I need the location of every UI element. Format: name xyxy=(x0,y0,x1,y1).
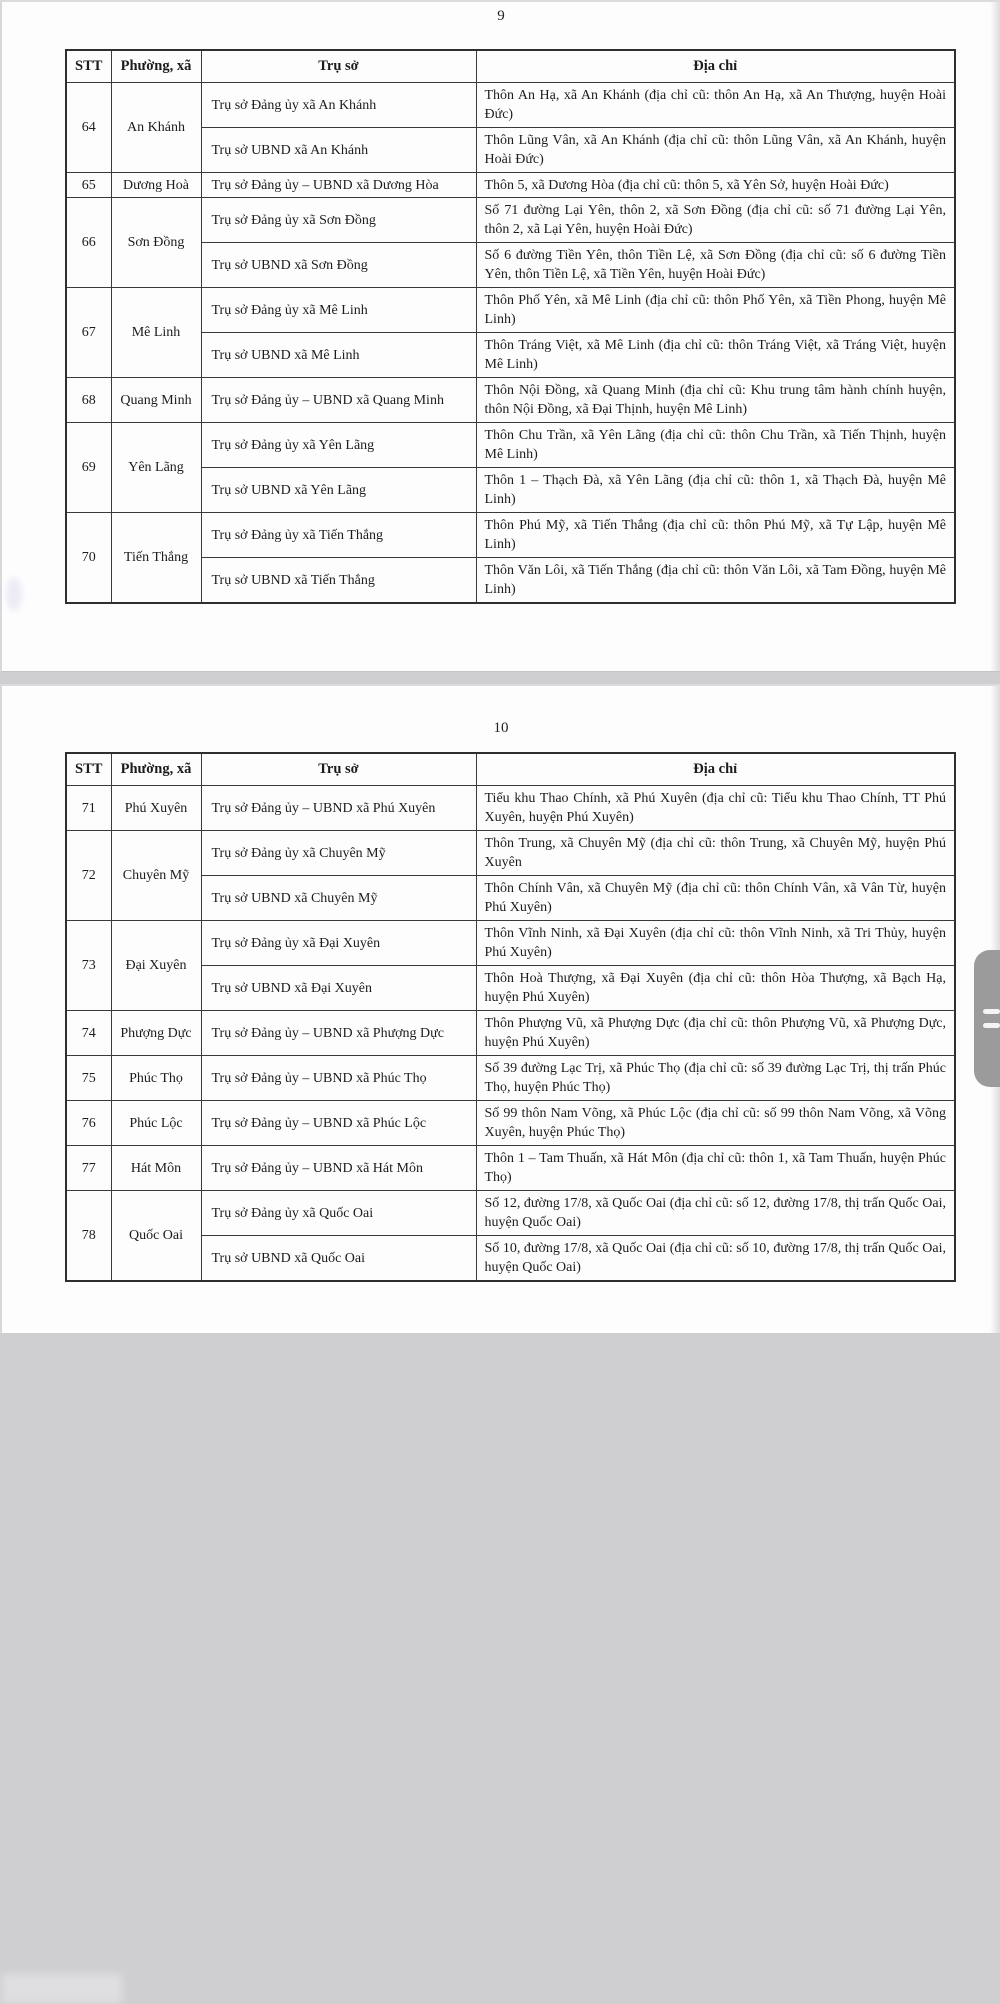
office-cell: Trụ sở Đảng ủy – UBND xã Dương Hòa xyxy=(201,173,476,198)
office-cell: Trụ sở Đảng ủy xã Đại Xuyên xyxy=(201,921,476,966)
header-office: Trụ sở xyxy=(201,753,476,786)
table-row xyxy=(66,921,955,966)
stt-cell: 67 xyxy=(66,288,111,378)
office-cell: Trụ sở Đảng ủy xã Yên Lãng xyxy=(201,423,476,468)
table-row xyxy=(66,83,955,128)
office-cell: Trụ sở Đảng ủy – UBND xã Phú Xuyên xyxy=(201,786,476,831)
office-cell: Trụ sở Đảng ủy – UBND xã Phúc Thọ xyxy=(201,1056,476,1101)
table-row xyxy=(66,198,955,243)
stt-cell: 72 xyxy=(66,831,111,921)
address-cell: Số 99 thôn Nam Võng, xã Phúc Lộc (địa chỉ cũ: số 99 thôn Nam Võng, xã Võng Xuyên, huyện Phúc Thọ) xyxy=(476,1101,955,1146)
document-page-9 xyxy=(0,0,1000,672)
stt-cell: 65 xyxy=(66,173,111,198)
header-ward: Phường, xã xyxy=(111,50,201,83)
document-page-10 xyxy=(0,684,1000,1333)
office-cell: Trụ sở Đảng ủy – UBND xã Quang Minh xyxy=(201,378,476,423)
ward-cell: Quang Minh xyxy=(111,378,201,423)
office-cell: Trụ sở UBND xã Chuyên Mỹ xyxy=(201,876,476,921)
office-cell: Trụ sở Đảng ủy xã Chuyên Mỹ xyxy=(201,831,476,876)
ward-cell: Mê Linh xyxy=(111,288,201,378)
ward-cell: Sơn Đồng xyxy=(111,198,201,288)
office-cell: Trụ sở Đảng ủy xã Tiến Thắng xyxy=(201,513,476,558)
ward-cell: Đại Xuyên xyxy=(111,921,201,1011)
ward-cell: Dương Hoà xyxy=(111,173,201,198)
office-cell: Trụ sở Đảng ủy xã Sơn Đồng xyxy=(201,198,476,243)
address-cell: Số 12, đường 17/8, xã Quốc Oai (địa chỉ cũ: số 12, đường 17/8, thị trấn Quốc Oai, huyện Quốc Oai) xyxy=(476,1191,955,1236)
table-row xyxy=(66,831,955,876)
page-number: 9 xyxy=(497,8,505,24)
header-ward: Phường, xã xyxy=(111,753,201,786)
office-cell: Trụ sở UBND xã Tiến Thắng xyxy=(201,558,476,604)
table-row xyxy=(66,786,955,831)
stt-cell: 75 xyxy=(66,1056,111,1101)
grip-lines-icon xyxy=(983,1023,1000,1028)
table-row xyxy=(66,173,955,198)
stt-cell: 71 xyxy=(66,786,111,831)
ward-cell: Hát Môn xyxy=(111,1146,201,1191)
address-cell: Thôn 1 – Thạch Đà, xã Yên Lãng (địa chỉ cũ: thôn 1, xã Thạch Đà, huyện Mê Linh) xyxy=(476,468,955,513)
office-cell: Trụ sở Đảng ủy – UBND xã Phượng Dực xyxy=(201,1011,476,1056)
address-cell: Thôn Chính Vân, xã Chuyên Mỹ (địa chỉ cũ: thôn Chính Vân, xã Vân Từ, huyện Phú Xuyên) xyxy=(476,876,955,921)
address-cell: Thôn Tráng Việt, xã Mê Linh (địa chỉ cũ: thôn Tráng Việt, xã Tráng Việt, huyện Mê Linh) xyxy=(476,333,955,378)
ward-cell: An Khánh xyxy=(111,83,201,173)
photo-artifact xyxy=(2,1974,122,2004)
table-row xyxy=(66,1011,955,1056)
ward-cell: Phượng Dực xyxy=(111,1011,201,1056)
page-edge-shadow xyxy=(990,2,1000,671)
stt-cell: 70 xyxy=(66,513,111,604)
table-header-row xyxy=(66,753,955,786)
address-cell: Thôn Hoà Thượng, xã Đại Xuyên (địa chỉ cũ: thôn Hòa Thượng, xã Bạch Hạ, huyện Phú Xuyên) xyxy=(476,966,955,1011)
stt-cell: 69 xyxy=(66,423,111,513)
table-row xyxy=(66,288,955,333)
stt-cell: 77 xyxy=(66,1146,111,1191)
address-cell: Thôn Nội Đồng, xã Quang Minh (địa chỉ cũ: Khu trung tâm hành chính huyện, thôn Nội Đồng, xã Đại Thịnh, huyện Mê Linh) xyxy=(476,378,955,423)
stt-cell: 78 xyxy=(66,1191,111,1282)
table-row xyxy=(66,378,955,423)
address-cell: Thôn Vĩnh Ninh, xã Đại Xuyên (địa chỉ cũ: thôn Vĩnh Ninh, xã Tri Thủy, huyện Phú Xuyên) xyxy=(476,921,955,966)
address-cell: Thôn Lũng Vân, xã An Khánh (địa chỉ cũ: thôn Lũng Vân, xã An Khánh, huyện Hoài Đức) xyxy=(476,128,955,173)
table-row xyxy=(66,1191,955,1236)
ward-cell: Quốc Oai xyxy=(111,1191,201,1282)
address-cell: Tiểu khu Thao Chính, xã Phú Xuyên (địa chỉ cũ: Tiểu khu Thao Chính, TT Phú Xuyên, huyện Phú Xuyên) xyxy=(476,786,955,831)
stt-cell: 76 xyxy=(66,1101,111,1146)
scroll-handle[interactable] xyxy=(974,950,1000,1087)
office-cell: Trụ sở UBND xã Đại Xuyên xyxy=(201,966,476,1011)
table-header-row xyxy=(66,50,955,83)
table-row xyxy=(66,1101,955,1146)
stt-cell: 66 xyxy=(66,198,111,288)
header-stt: STT xyxy=(66,753,111,786)
table-row xyxy=(66,423,955,468)
address-cell: Thôn Chu Trần, xã Yên Lãng (địa chỉ cũ: thôn Chu Trần, xã Tiến Thịnh, huyện Mê Linh) xyxy=(476,423,955,468)
stt-cell: 64 xyxy=(66,83,111,173)
page-number: 10 xyxy=(493,720,509,736)
office-cell: Trụ sở Đảng ủy xã Quốc Oai xyxy=(201,1191,476,1236)
ward-offices-table-page-9 xyxy=(65,49,956,604)
address-cell: Thôn Phố Yên, xã Mê Linh (địa chỉ cũ: thôn Phố Yên, xã Tiền Phong, huyện Mê Linh) xyxy=(476,288,955,333)
address-cell: Thôn Phú Mỹ, xã Tiến Thắng (địa chỉ cũ: thôn Phú Mỹ, xã Tự Lập, huyện Mê Linh) xyxy=(476,513,955,558)
address-cell: Số 6 đường Tiền Yên, thôn Tiền Lệ, xã Sơn Đồng (địa chỉ cũ: số 6 đường Tiền Yên, thôn Tiền Lệ, xã Tiền Yên, huyện Hoài Đức) xyxy=(476,243,955,288)
address-cell: Thôn 5, xã Dương Hòa (địa chỉ cũ: thôn 5, xã Yên Sở, huyện Hoài Đức) xyxy=(476,173,955,198)
ward-cell: Phúc Lộc xyxy=(111,1101,201,1146)
address-cell: Thôn Văn Lôi, xã Tiến Thắng (địa chỉ cũ: thôn Văn Lôi, xã Tam Đồng, huyện Mê Linh) xyxy=(476,558,955,604)
office-cell: Trụ sở UBND xã Sơn Đồng xyxy=(201,243,476,288)
photo-artifact xyxy=(6,577,22,611)
office-cell: Trụ sở UBND xã Yên Lãng xyxy=(201,468,476,513)
ward-cell: Phúc Thọ xyxy=(111,1056,201,1101)
address-cell: Số 10, đường 17/8, xã Quốc Oai (địa chỉ cũ: số 10, đường 17/8, thị trấn Quốc Oai, huyện Quốc Oai) xyxy=(476,1236,955,1282)
grip-lines-icon xyxy=(983,1009,1000,1014)
table-row xyxy=(66,1146,955,1191)
ward-offices-table-page-10 xyxy=(65,752,956,1282)
stt-cell: 68 xyxy=(66,378,111,423)
office-cell: Trụ sở Đảng ủy – UBND xã Phúc Lộc xyxy=(201,1101,476,1146)
ward-cell: Chuyên Mỹ xyxy=(111,831,201,921)
header-stt: STT xyxy=(66,50,111,83)
address-cell: Thôn Trung, xã Chuyên Mỹ (địa chỉ cũ: thôn Trung, xã Chuyên Mỹ, huyện Phú Xuyên xyxy=(476,831,955,876)
stt-cell: 73 xyxy=(66,921,111,1011)
address-cell: Thôn An Hạ, xã An Khánh (địa chỉ cũ: thôn An Hạ, xã An Thượng, huyện Hoài Đức) xyxy=(476,83,955,128)
table-row xyxy=(66,513,955,558)
table-row xyxy=(66,1056,955,1101)
office-cell: Trụ sở Đảng ủy – UBND xã Hát Môn xyxy=(201,1146,476,1191)
address-cell: Thôn 1 – Tam Thuấn, xã Hát Môn (địa chỉ cũ: thôn 1, xã Tam Thuấn, huyện Phúc Thọ) xyxy=(476,1146,955,1191)
address-cell: Thôn Phượng Vũ, xã Phượng Dực (địa chỉ cũ: thôn Phượng Vũ, xã Phượng Dực, huyện Phú Xuyên) xyxy=(476,1011,955,1056)
ward-cell: Yên Lãng xyxy=(111,423,201,513)
office-cell: Trụ sở Đảng ủy xã Mê Linh xyxy=(201,288,476,333)
stt-cell: 74 xyxy=(66,1011,111,1056)
office-cell: Trụ sở UBND xã Mê Linh xyxy=(201,333,476,378)
header-office: Trụ sở xyxy=(201,50,476,83)
address-cell: Số 39 đường Lạc Trị, xã Phúc Thọ (địa chỉ cũ: số 39 đường Lạc Trị, thị trấn Phúc Thọ, huyện Phúc Thọ) xyxy=(476,1056,955,1101)
office-cell: Trụ sở UBND xã An Khánh xyxy=(201,128,476,173)
header-address: Địa chỉ xyxy=(476,50,955,83)
ward-cell: Phú Xuyên xyxy=(111,786,201,831)
address-cell: Số 71 đường Lại Yên, thôn 2, xã Sơn Đồng (địa chỉ cũ: số 71 đường Lại Yên, thôn 2, xã Lại Yên, huyện Hoài Đức) xyxy=(476,198,955,243)
office-cell: Trụ sở Đảng ủy xã An Khánh xyxy=(201,83,476,128)
office-cell: Trụ sở UBND xã Quốc Oai xyxy=(201,1236,476,1282)
ward-cell: Tiến Thắng xyxy=(111,513,201,604)
header-address: Địa chỉ xyxy=(476,753,955,786)
